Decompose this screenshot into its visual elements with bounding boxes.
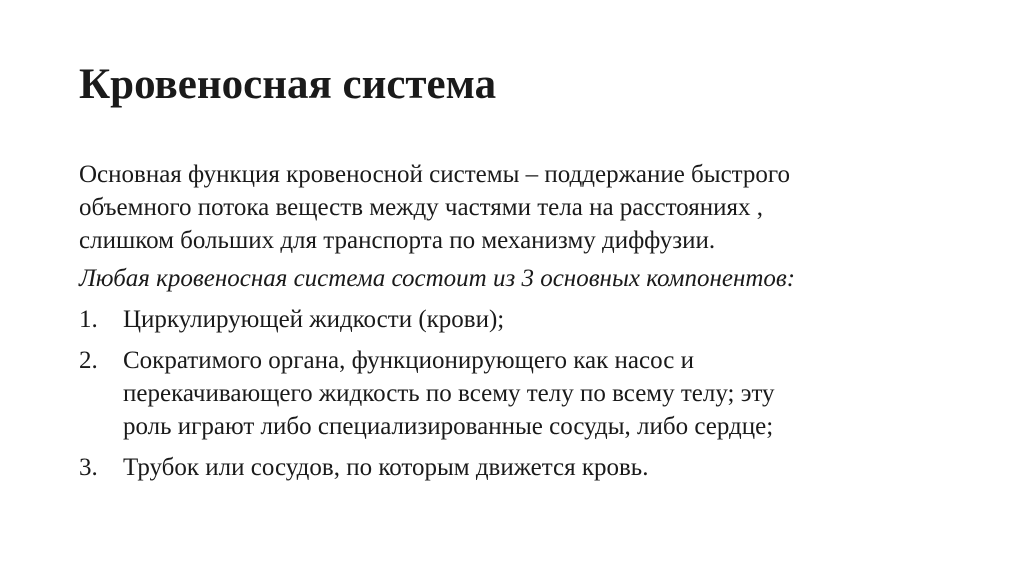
intro-line: объемного потока веществ между частями тела на расстояниях , [79,194,763,221]
intro-paragraph [79,158,959,257]
list-item-text [123,451,959,484]
components-lead-in: Любая кровеносная система состоит из 3 основных компонентов: [79,265,796,292]
list-item-line: перекачивающего жидкость по всему телу по всему телу; эту [123,380,775,407]
list-item-line: Трубок или сосудов, по которым движется кровь. [123,454,649,481]
components-list [79,303,959,484]
list-item-line: Циркулирующей жидкости (крови); [123,306,505,333]
list-item-text [123,344,959,443]
list-item [79,303,959,336]
list-item-text [123,303,959,336]
list-item [79,344,959,443]
list-item-line: роль играют либо специализированные сосуды, либо сердце; [123,413,774,440]
slide-body [79,158,959,484]
slide-title: Кровеносная система [79,61,497,108]
list-item-line: Сократимого органа, функционирующего как насос и [123,347,694,374]
list-item-number: 1. [79,306,98,333]
list-item-number: 3. [79,454,98,481]
list-item [79,451,959,484]
list-item-number: 2. [79,347,98,374]
intro-line: слишком больших для транспорта по механизму диффузии. [79,227,716,254]
intro-line: Основная функция кровеносной системы – поддержание быстрого [79,161,791,188]
